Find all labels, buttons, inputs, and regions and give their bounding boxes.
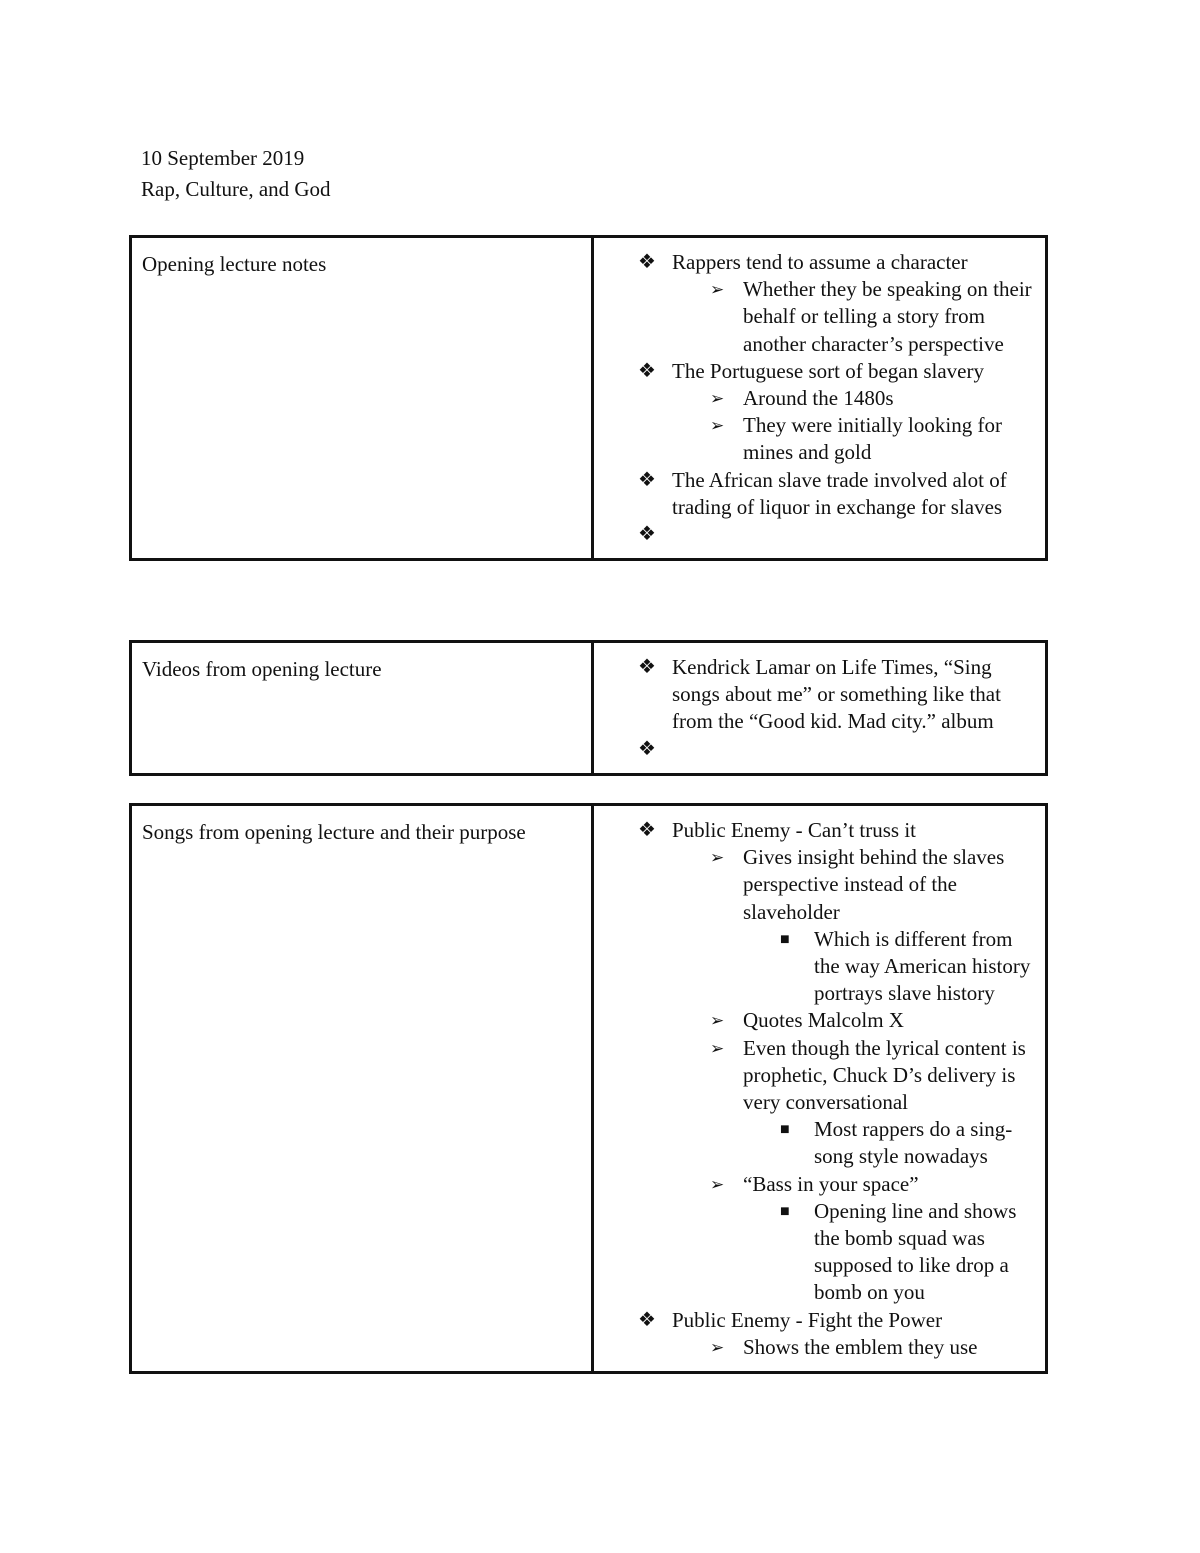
cue-cell xyxy=(131,805,593,1373)
list-item xyxy=(594,521,1045,548)
list-item-text: The Portuguese sort of began slavery xyxy=(672,358,984,383)
arrowhead-bullet-icon: ➢ xyxy=(710,1337,725,1357)
table-row xyxy=(131,642,1047,775)
diamond-bullet-icon: ❖ xyxy=(638,359,656,382)
list-item-text: Shows the emblem they use xyxy=(743,1334,978,1359)
list-item xyxy=(594,249,1045,276)
arrowhead-bullet-icon: ➢ xyxy=(710,416,725,436)
bullet-list xyxy=(594,817,1045,1361)
arrowhead-bullet-icon: ➢ xyxy=(710,1011,725,1031)
cue-cell xyxy=(131,642,593,775)
list-item-text: Which is different from the way American history portrays slave history xyxy=(814,926,1031,1006)
list-item xyxy=(594,467,1045,521)
diamond-bullet-icon: ❖ xyxy=(638,1308,656,1331)
document-header xyxy=(141,143,331,205)
arrowhead-bullet-icon: ➢ xyxy=(710,1038,725,1058)
notes-cell xyxy=(593,805,1047,1373)
arrowhead-bullet-icon: ➢ xyxy=(710,389,725,409)
list-item-text: The African slave trade involved alot of trading of liquor in exchange for slaves xyxy=(672,467,1007,519)
list-item xyxy=(594,1198,1045,1307)
list-item-text: Kendrick Lamar on Life Times, “Sing songs about me” or something like that from the “Good kid. Mad city.” album xyxy=(672,655,1001,734)
list-item xyxy=(594,1007,1045,1034)
arrowhead-bullet-icon: ➢ xyxy=(710,280,725,300)
arrowhead-bullet-icon: ➢ xyxy=(710,1174,725,1194)
square-bullet-icon: ■ xyxy=(780,930,790,948)
list-item xyxy=(594,385,1045,412)
list-item-text: Even though the lyrical content is prophetic, Chuck D’s delivery is very conversational xyxy=(743,1035,1026,1115)
list-item xyxy=(594,1171,1045,1198)
document-date: 10 September 2019 xyxy=(141,146,305,170)
list-item-text: Public Enemy - Fight the Power xyxy=(672,1307,943,1332)
diamond-bullet-icon: ❖ xyxy=(638,737,656,760)
notes-table-opening-lecture xyxy=(129,235,1048,561)
diamond-bullet-icon: ❖ xyxy=(638,251,656,273)
list-item-text: “Bass in your space” xyxy=(743,1171,919,1196)
list-item xyxy=(594,1334,1045,1361)
list-item-text: Around the 1480s xyxy=(743,386,894,411)
bullet-list xyxy=(594,654,1045,763)
notes-cell xyxy=(593,237,1047,560)
list-item-text: They were initially looking for mines and gold xyxy=(743,413,1002,465)
list-item xyxy=(594,654,1045,736)
list-item xyxy=(594,358,1045,385)
list-item xyxy=(594,736,1045,763)
square-bullet-icon: ■ xyxy=(780,1121,790,1139)
list-item xyxy=(594,844,1045,926)
square-bullet-icon: ■ xyxy=(780,1202,790,1220)
list-item xyxy=(594,1307,1045,1334)
arrowhead-bullet-icon: ➢ xyxy=(710,848,725,868)
bullet-list xyxy=(594,249,1045,548)
list-item xyxy=(594,1116,1045,1170)
diamond-bullet-icon: ❖ xyxy=(638,523,656,546)
list-item-text: Most rappers do a sing-song style nowadays xyxy=(814,1117,1013,1169)
list-item-text: Opening line and shows the bomb squad was supposed to like drop a bomb on you xyxy=(814,1198,1017,1305)
cue-label: Opening lecture notes xyxy=(142,252,327,276)
list-item-text: Rappers tend to assume a character xyxy=(672,250,968,274)
diamond-bullet-icon: ❖ xyxy=(638,656,656,678)
list-item xyxy=(594,817,1045,844)
list-item xyxy=(594,1035,1045,1117)
cue-label: Songs from opening lecture and their purpose xyxy=(142,820,526,844)
list-item-text: Gives insight behind the slaves perspective instead of the slaveholder xyxy=(743,845,1005,924)
list-item-text: Quotes Malcolm X xyxy=(743,1008,904,1033)
notes-table-songs xyxy=(129,803,1048,1374)
document-title: Rap, Culture, and God xyxy=(141,177,331,201)
list-item-text: Whether they be speaking on their behalf or telling a story from another character’s perspective xyxy=(743,277,1032,356)
notes-cell xyxy=(593,642,1047,775)
table-row xyxy=(131,237,1047,560)
diamond-bullet-icon: ❖ xyxy=(638,819,656,841)
list-item xyxy=(594,926,1045,1008)
table-row xyxy=(131,805,1047,1373)
cue-cell xyxy=(131,237,593,560)
diamond-bullet-icon: ❖ xyxy=(638,468,656,491)
list-item xyxy=(594,276,1045,358)
cue-label: Videos from opening lecture xyxy=(142,657,382,681)
list-item xyxy=(594,412,1045,466)
list-item-text: Public Enemy - Can’t truss it xyxy=(672,818,917,842)
notes-table-videos xyxy=(129,640,1048,776)
